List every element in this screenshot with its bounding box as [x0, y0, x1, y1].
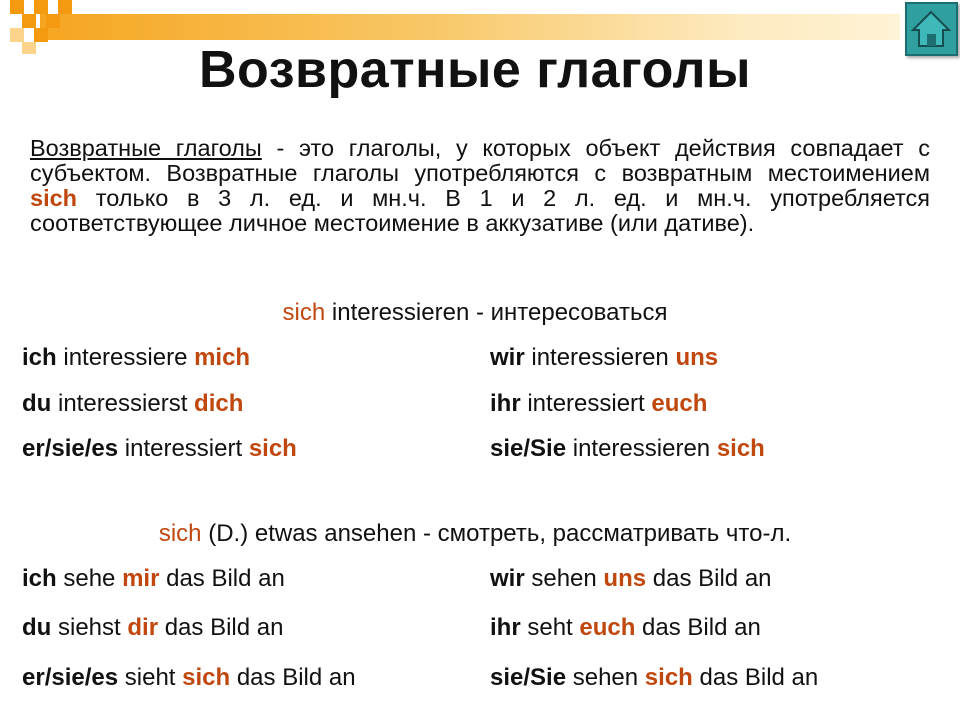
conjugation-row [22, 565, 285, 593]
example-header-text: interessieren - интересоваться [325, 299, 668, 326]
reflexive-pronoun: dich [194, 390, 244, 417]
tail: das Bild an [158, 614, 284, 641]
pronoun: ihr [490, 614, 521, 641]
conjugation-row [490, 390, 707, 418]
intro-term: Возвратные глаголы [30, 135, 262, 161]
intro-paragraph [30, 135, 937, 236]
conjugation-row [22, 390, 243, 418]
verb: interessieren [524, 344, 676, 371]
decor-square [58, 0, 72, 14]
verb: seht [520, 614, 580, 641]
verb: interessiert [520, 390, 652, 417]
pronoun: sie/Sie [490, 435, 567, 462]
verb: sehe [56, 565, 123, 592]
verb: interessierst [51, 390, 195, 417]
verb: interessiert [118, 435, 249, 462]
decor-square [34, 0, 48, 14]
tail: das Bild an [692, 664, 819, 691]
conjugation-row [490, 664, 818, 692]
reflexive-pronoun: dir [127, 614, 159, 641]
verb: sehen [524, 565, 604, 592]
conjugation-row [490, 435, 765, 463]
conjugation-row [490, 344, 718, 372]
pronoun: er/sie/es [22, 664, 119, 691]
conjugation-row [490, 565, 772, 593]
decor-top-bar [40, 14, 900, 40]
verb: sieht [118, 664, 183, 691]
intro-sich: sich [30, 185, 78, 211]
reflexive-pronoun: euch [651, 390, 708, 417]
conjugation-row [490, 614, 761, 642]
pronoun: ich [22, 344, 57, 371]
reflexive-pronoun: uns [675, 344, 719, 371]
reflexive-pronoun: euch [579, 614, 636, 641]
example-header [0, 520, 950, 548]
pronoun: er/sie/es [22, 435, 119, 462]
conjugation-row [22, 435, 297, 463]
pronoun: du [22, 390, 52, 417]
conjugation-row [22, 664, 356, 692]
verb: sehen [566, 664, 645, 691]
conjugation-row [22, 344, 250, 372]
reflexive-pronoun: sich [716, 435, 765, 462]
tail: das Bild an [646, 565, 772, 592]
reflexive-pronoun: mir [122, 565, 160, 592]
conjugation-row [22, 614, 283, 642]
pronoun: wir [490, 565, 525, 592]
intro-text-2: только в 3 л. ед. и мн.ч. В 1 и 2 л. ед. и мн.ч. употребляется соответствующее личное местоимение в аккузативе (или дативе). [30, 185, 937, 236]
page-title: Возвратные глаголы [199, 41, 751, 99]
decor-square [46, 14, 60, 28]
verb: siehst [51, 614, 128, 641]
tail: das Bild an [635, 614, 761, 641]
verb: interessieren [566, 435, 717, 462]
pronoun: ihr [490, 390, 521, 417]
reflexive-pronoun: mich [194, 344, 251, 371]
example-header-sich: sich [282, 299, 326, 326]
reflexive-pronoun: sich [248, 435, 297, 462]
tail: das Bild an [159, 565, 285, 592]
pronoun: sie/Sie [490, 664, 567, 691]
example-header-text: (D.) etwas ansehen - смотреть, рассматривать что-л. [201, 520, 792, 547]
example-header [0, 299, 950, 327]
pronoun: du [22, 614, 52, 641]
pronoun: wir [490, 344, 525, 371]
pronoun: ich [22, 565, 57, 592]
verb: interessiere [56, 344, 195, 371]
intro-text-1: - это глаголы, у которых объект действия совпадает с субъектом. Возвратные глаголы употребляются с возвратным местоимением [30, 135, 937, 186]
reflexive-pronoun: sich [644, 664, 693, 691]
reflexive-pronoun: sich [182, 664, 231, 691]
reflexive-pronoun: uns [603, 565, 647, 592]
decor-square [22, 14, 36, 28]
decor-square [10, 0, 24, 14]
tail: das Bild an [230, 664, 356, 691]
example-header-sich: sich [158, 520, 202, 547]
